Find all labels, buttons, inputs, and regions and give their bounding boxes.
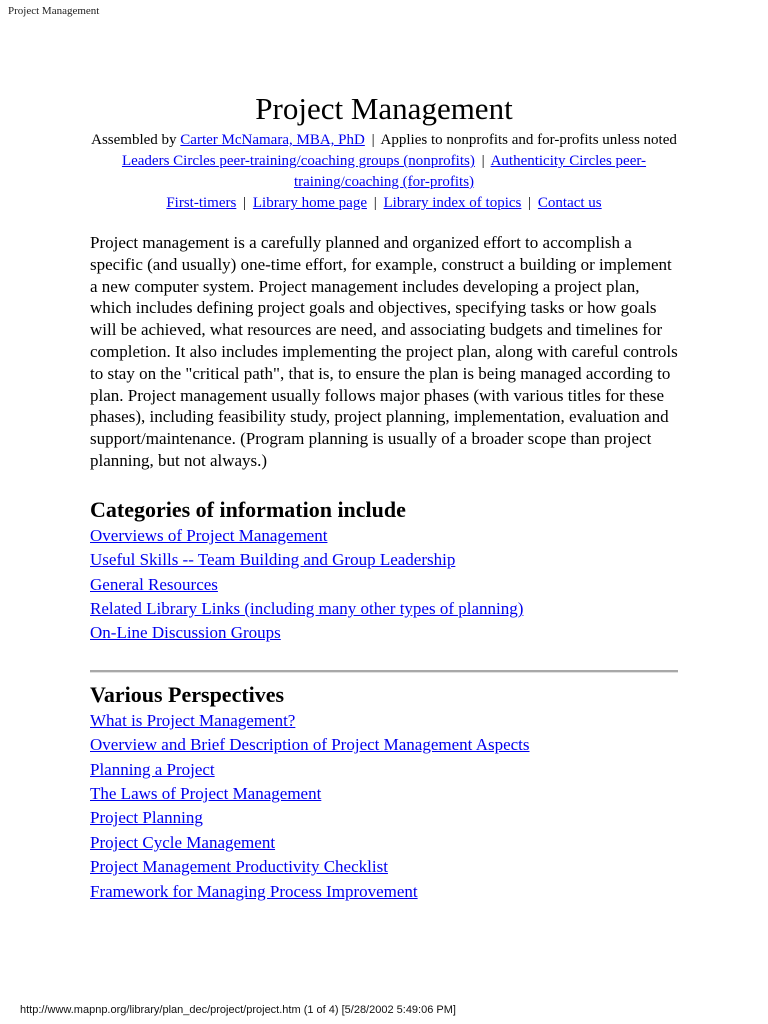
meta-nav bbox=[90, 193, 678, 214]
perspective-link-project-planning[interactable]: Project Planning bbox=[90, 808, 203, 828]
separator: | bbox=[373, 195, 377, 211]
list-item bbox=[90, 548, 678, 572]
perspective-link-process-improvement[interactable]: Framework for Managing Process Improvement bbox=[90, 881, 418, 901]
intro-paragraph: Project management is a carefully planned and organized effort to accomplish a specific (and usually) one-time effort, for example, construct a building or implement a new computer system. Project management includes developing a project plan, which includes defining project goals and objectives, specifying tasks or how goals will be achieved, what resources are need, and associating budgets and timelines for completion. It also includes implementing the project plan, along with careful controls to stay on the "critical path", that is, to ensure the plan is being managed according to plan. Project management usually follows major phases (with various titles for these phases), including feasibility study, project planning, implementation, evaluation and support/maintenance. (Program planning is usually of a broader scope than project planning, but not always.) bbox=[90, 233, 678, 470]
perspectives-heading: Various Perspectives bbox=[90, 681, 285, 707]
library-home-link[interactable]: Library home page bbox=[252, 195, 367, 211]
print-footer-url: http://www.mapnp.org/library/plan_dec/project/project.htm (1 of 4) [5/28/2002 5:49:06 PM] bbox=[20, 1004, 456, 1016]
print-header: Project Management bbox=[8, 5, 100, 17]
category-link-general-resources[interactable]: General Resources bbox=[90, 574, 218, 594]
list-item bbox=[90, 709, 678, 733]
separator: | bbox=[481, 153, 485, 169]
main-content bbox=[90, 90, 678, 904]
perspective-link-productivity-checklist[interactable]: Project Management Productivity Checklist bbox=[90, 857, 388, 877]
page-title: Project Management bbox=[255, 91, 513, 126]
author-link[interactable]: Carter McNamara, MBA, PhD bbox=[180, 132, 365, 148]
list-item bbox=[90, 573, 678, 597]
meta-line-author bbox=[90, 130, 678, 151]
list-item bbox=[90, 597, 678, 621]
perspective-link-what-is[interactable]: What is Project Management? bbox=[90, 710, 296, 730]
assembled-by-text: Assembled by bbox=[91, 132, 181, 148]
leaders-circles-link[interactable]: Leaders Circles peer-training/coaching groups (nonprofits) bbox=[121, 153, 475, 169]
list-item bbox=[90, 831, 678, 855]
authenticity-circles-link[interactable]: Authenticity Circles peer-training/coaching (for-profits) bbox=[293, 153, 647, 190]
perspective-link-planning-a-project[interactable]: Planning a Project bbox=[90, 759, 215, 779]
categories-heading: Categories of information include bbox=[90, 496, 406, 522]
list-item bbox=[90, 758, 678, 782]
list-item bbox=[90, 524, 678, 548]
perspective-link-laws[interactable]: The Laws of Project Management bbox=[90, 784, 322, 804]
perspectives-list bbox=[90, 709, 678, 904]
category-link-discussion-groups[interactable]: On-Line Discussion Groups bbox=[90, 623, 281, 643]
category-link-related-library[interactable]: Related Library Links (including many other types of planning) bbox=[90, 598, 524, 618]
separator: | bbox=[528, 195, 532, 211]
separator: | bbox=[371, 132, 375, 148]
contact-us-link[interactable]: Contact us bbox=[537, 195, 602, 211]
applies-text: Applies to nonprofits and for-profits unless noted bbox=[377, 132, 677, 148]
perspective-link-overview[interactable]: Overview and Brief Description of Project Management Aspects bbox=[90, 735, 530, 755]
category-link-useful-skills[interactable]: Useful Skills -- Team Building and Group Leadership bbox=[90, 550, 456, 570]
section-divider bbox=[90, 670, 678, 673]
category-link-overviews[interactable]: Overviews of Project Management bbox=[90, 525, 328, 545]
list-item bbox=[90, 621, 678, 645]
meta-line-circles bbox=[90, 151, 678, 193]
list-item bbox=[90, 782, 678, 806]
list-item bbox=[90, 880, 678, 904]
perspective-link-cycle-management[interactable]: Project Cycle Management bbox=[90, 832, 276, 852]
library-index-link[interactable]: Library index of topics bbox=[383, 195, 522, 211]
separator: | bbox=[243, 195, 247, 211]
list-item bbox=[90, 806, 678, 830]
categories-list bbox=[90, 524, 678, 646]
list-item bbox=[90, 733, 678, 757]
list-item bbox=[90, 855, 678, 879]
first-timers-link[interactable]: First-timers bbox=[166, 195, 237, 211]
